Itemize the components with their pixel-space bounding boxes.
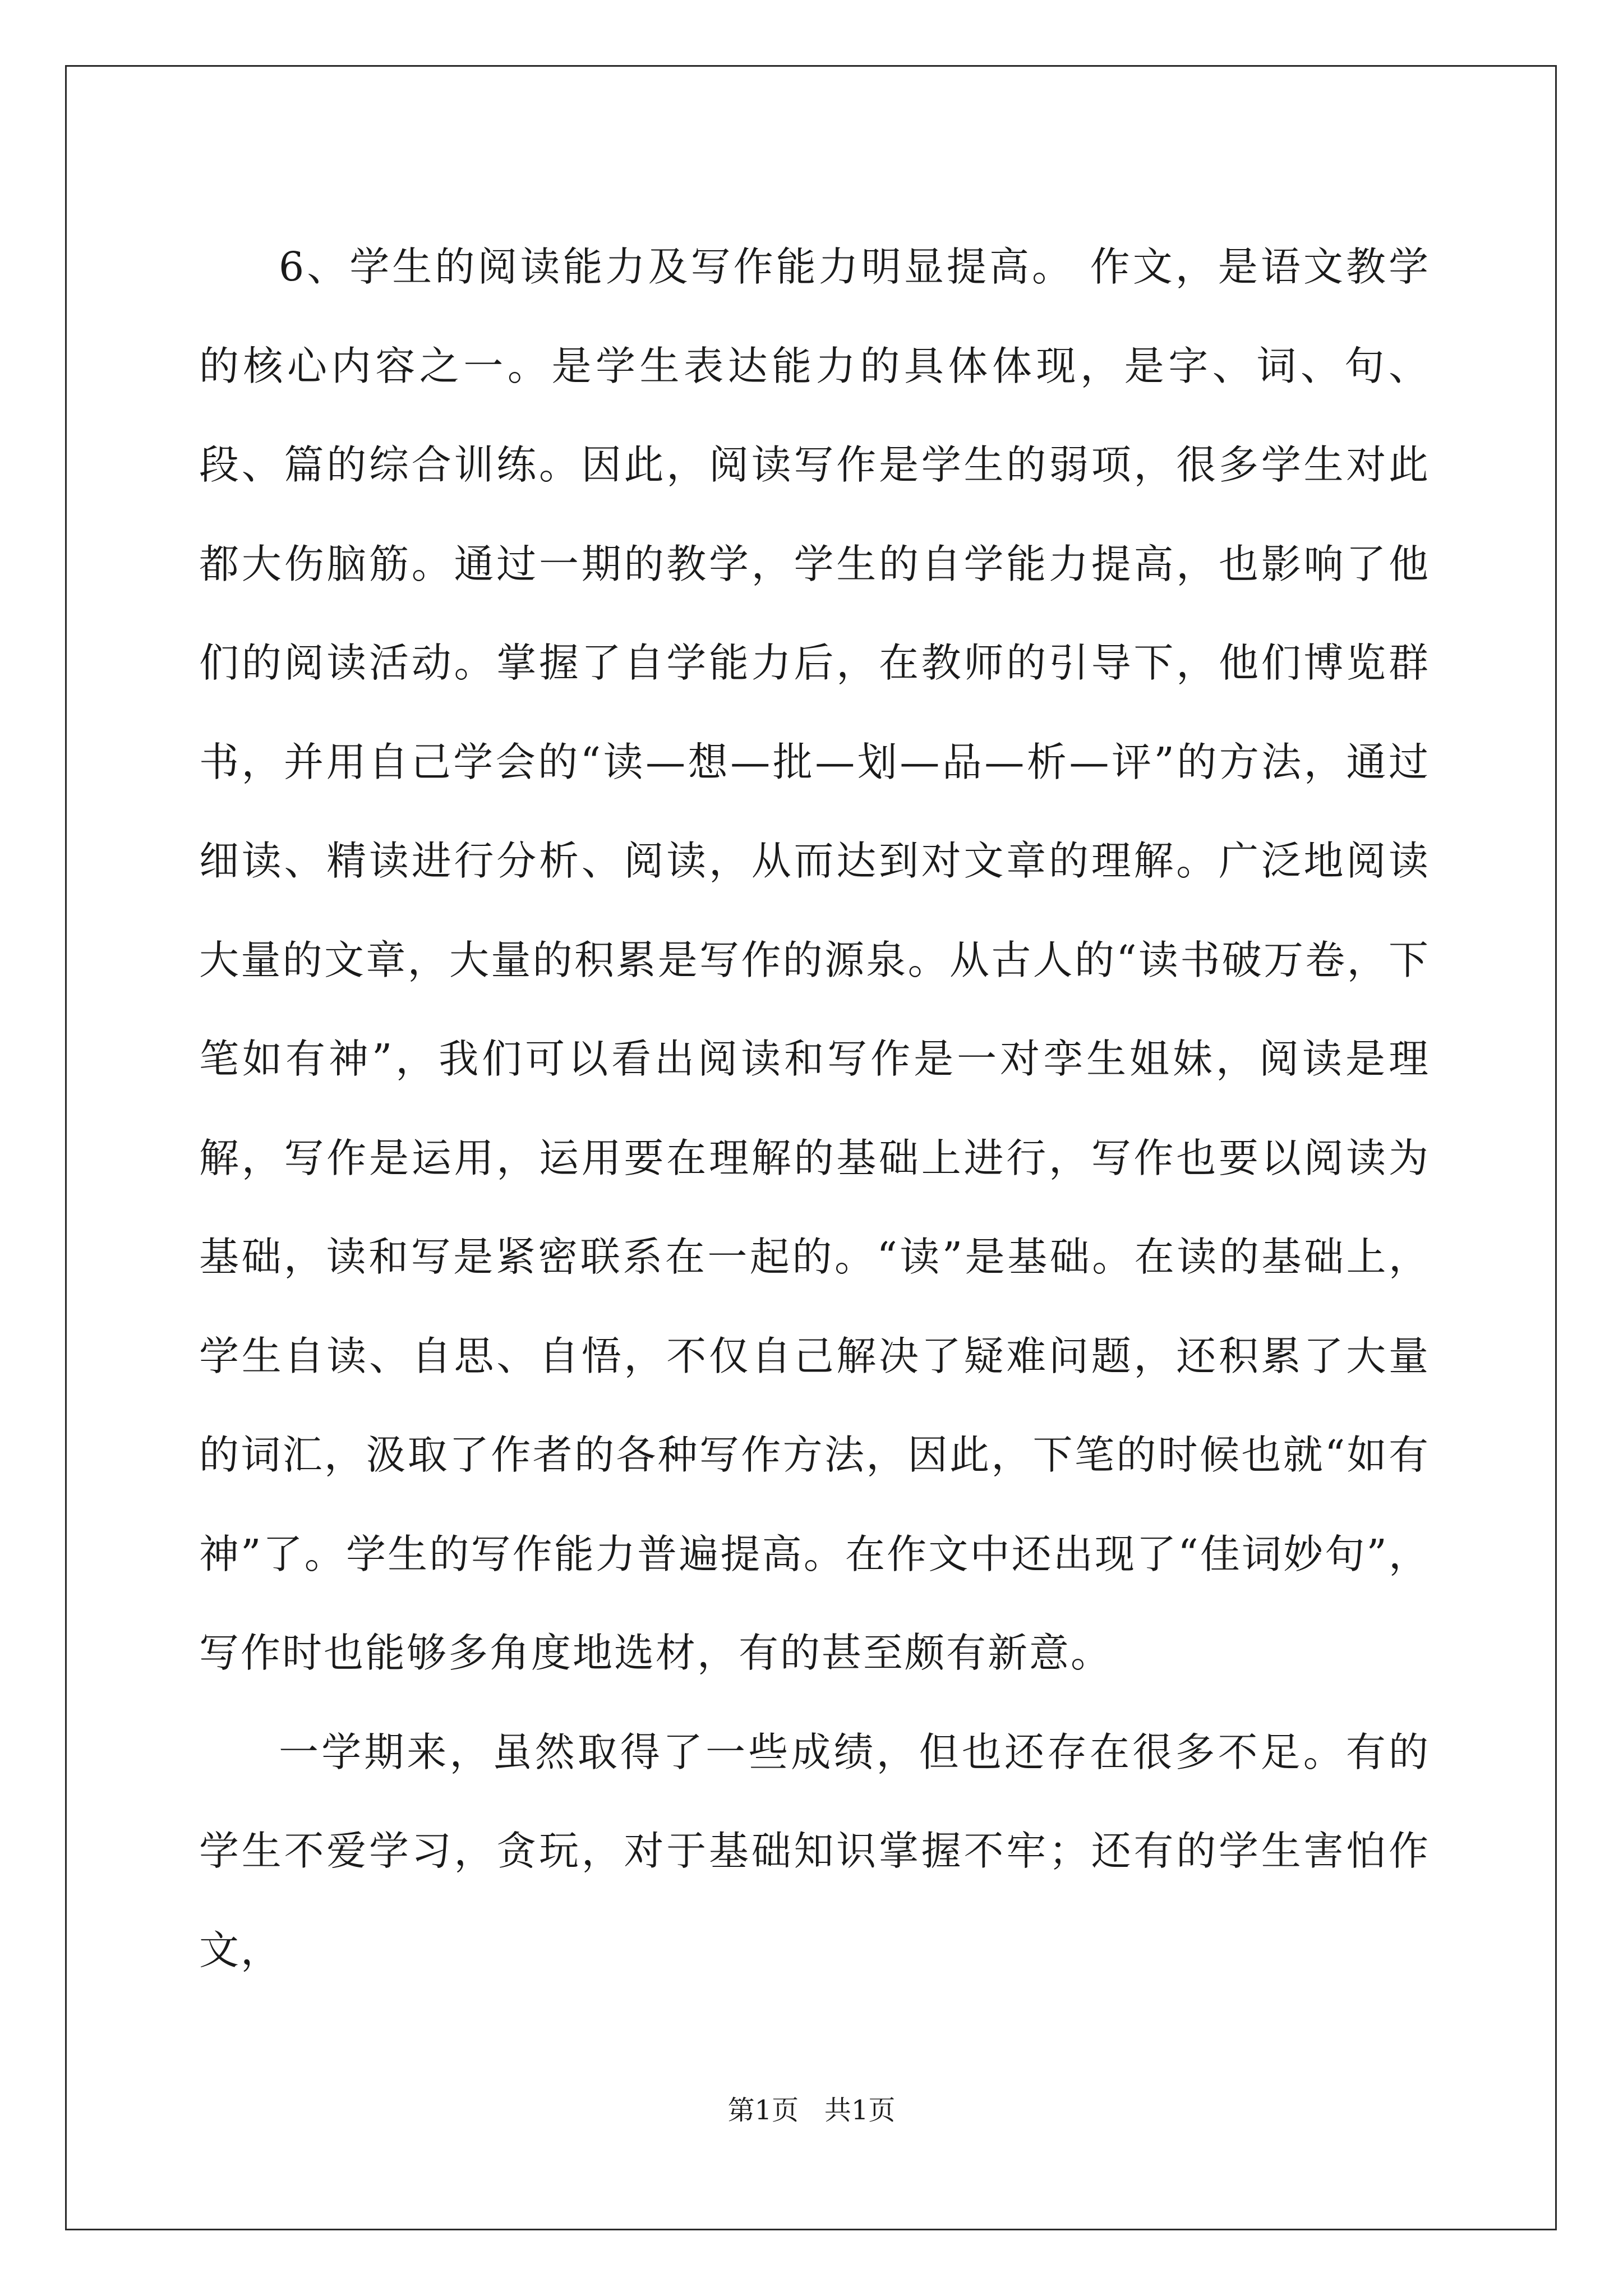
document-body: [199, 218, 1430, 2000]
page-footer: 第1页 共1页: [727, 2095, 896, 2126]
paragraph-reading-writing: 6、学生的阅读能力及写作能力明显提高。 作文，是语文教学的核心内容之一。是学生表达能力的具体体现，是字、词、句、段、篇的综合训练。因此，阅读写作是学生的弱项，很多学生对此都大伤脑筋。通过一期的教学，学生的自学能力提高，也影响了他们的阅读活动。掌握了自学能力后，在教师的引导下，他们博览群书，并用自己学会的“读—想—批—划—品—析—评”的方法，通过细读、精读进行分析、阅读，从而达到对文章的理解。广泛地阅读大量的文章，大量的积累是写作的源泉。从古人的“读书破万卷，下笔如有神”，我们可以看出阅读和写作是一对孪生姐妹，阅读是理解，写作是运用，运用要在理解的基础上进行，写作也要以阅读为基础，读和写是紧密联系在一起的。“读”是基础。在读的基础上，学生自读、自思、自悟，不仅自己解决了疑难问题，还积累了大量的词汇，汲取了作者的各种写作方法，因此，下笔的时候也就“如有神”了。学生的写作能力普遍提高。在作文中还出现了“佳词妙句”，写作时也能够多角度地选材，有的甚至颇有新意。: [199, 243, 1430, 1676]
paragraph-shortcomings: 一学期来，虽然取得了一些成绩，但也还存在很多不足。有的学生不爱学习，贪玩，对于基础知识掌握不牢；还有的学生害怕作文，: [199, 1728, 1430, 1973]
